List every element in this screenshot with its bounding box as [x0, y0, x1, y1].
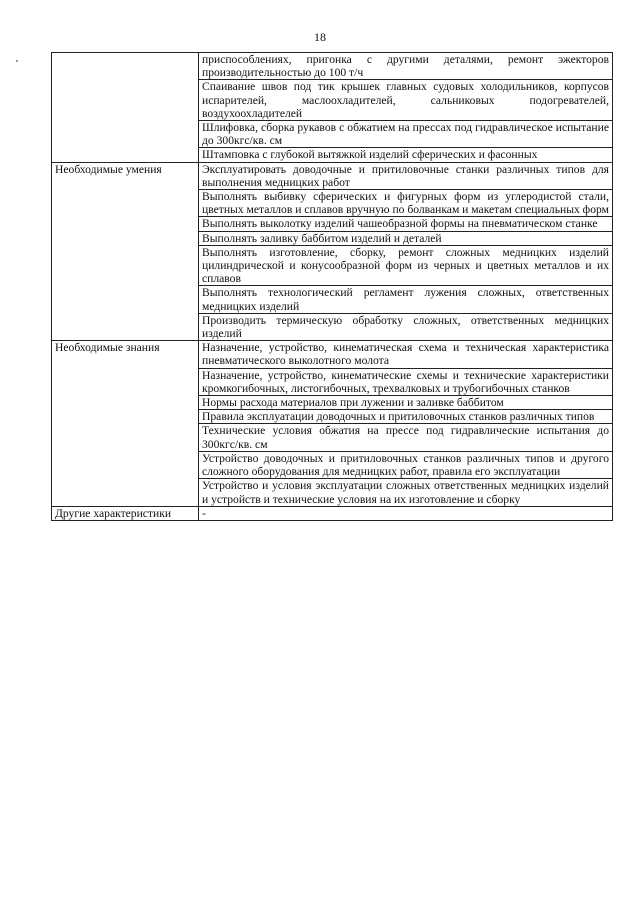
table-cell: Устройство доводочных и притиловочных станков различных типов и другого сложного оборудования для медницких работ, правила его эксплуатации	[199, 451, 613, 478]
table-cell: Выполнять изготовление, сборку, ремонт сложных медницких изделий цилиндрической и конусообразной форм из черных и цветных металлов и их сплавов	[199, 245, 613, 286]
table-cell: -	[199, 506, 613, 520]
table-row	[52, 53, 613, 80]
table-cell: приспособлениях, пригонка с другими деталями, ремонт эжекторов производительностью до 100 т/ч	[199, 53, 613, 80]
table-row	[52, 341, 613, 368]
table-cell: Технические условия обжатия на прессе под гидравлические испытания до 300кгс/кв. см	[199, 424, 613, 451]
table-cell: Выполнять технологический регламент лужения сложных, ответственных медницких изделий	[199, 286, 613, 313]
table-cell: Устройство и условия эксплуатации сложных ответственных медницких изделий и устройств и технические условия на их изготовление и сборку	[199, 479, 613, 506]
row-label-knowledge: Необходимые знания	[52, 341, 199, 506]
table-cell: Выполнять заливку баббитом изделий и деталей	[199, 231, 613, 245]
table-row	[52, 162, 613, 189]
table-cell: Штамповка с глубокой вытяжкой изделий сферических и фасонных	[199, 148, 613, 162]
scan-speck	[16, 60, 18, 62]
row-label-other: Другие характеристики	[52, 506, 199, 520]
qualification-table	[51, 52, 613, 521]
table-cell: Выполнять выколотку изделий чашеобразной формы на пневматическом станке	[199, 217, 613, 231]
table-cell: Назначение, устройство, кинематическая схема и техническая характеристика пневматического выколотного молота	[199, 341, 613, 368]
table-cell: Эксплуатировать доводочные и притиловочные станки различных типов для выполнения медницких работ	[199, 162, 613, 189]
table-cell: Выполнять выбивку сферических и фигурных форм из углеродистой стали, цветных металлов и сплавов вручную по болванкам и макетам специальных форм	[199, 190, 613, 217]
table-cell: Нормы расхода материалов при лужении и заливке баббитом	[199, 396, 613, 410]
row-label-skills: Необходимые умения	[52, 162, 199, 341]
row-label-continuation	[52, 53, 199, 163]
table-cell: Спаивание швов под тик крышек главных судовых холодильников, корпусов испарителей, маслоохладителей, сальниковых подогревателей, воздухоохладителей	[199, 80, 613, 121]
table-cell: Производить термическую обработку сложных, ответственных медницких изделий	[199, 313, 613, 340]
page-number: 18	[314, 30, 326, 44]
table-cell: Шлифовка, сборка рукавов с обжатием на прессах под гидравлическое испытание до 300кгс/кв. см	[199, 121, 613, 148]
table-cell: Правила эксплуатации доводочных и притиловочных станков различных типов	[199, 410, 613, 424]
table-cell: Назначение, устройство, кинематические схемы и технические характеристики кромкогибочных, листогибочных, трехвалковых и трубогибочных станков	[199, 368, 613, 395]
table-row	[52, 506, 613, 520]
